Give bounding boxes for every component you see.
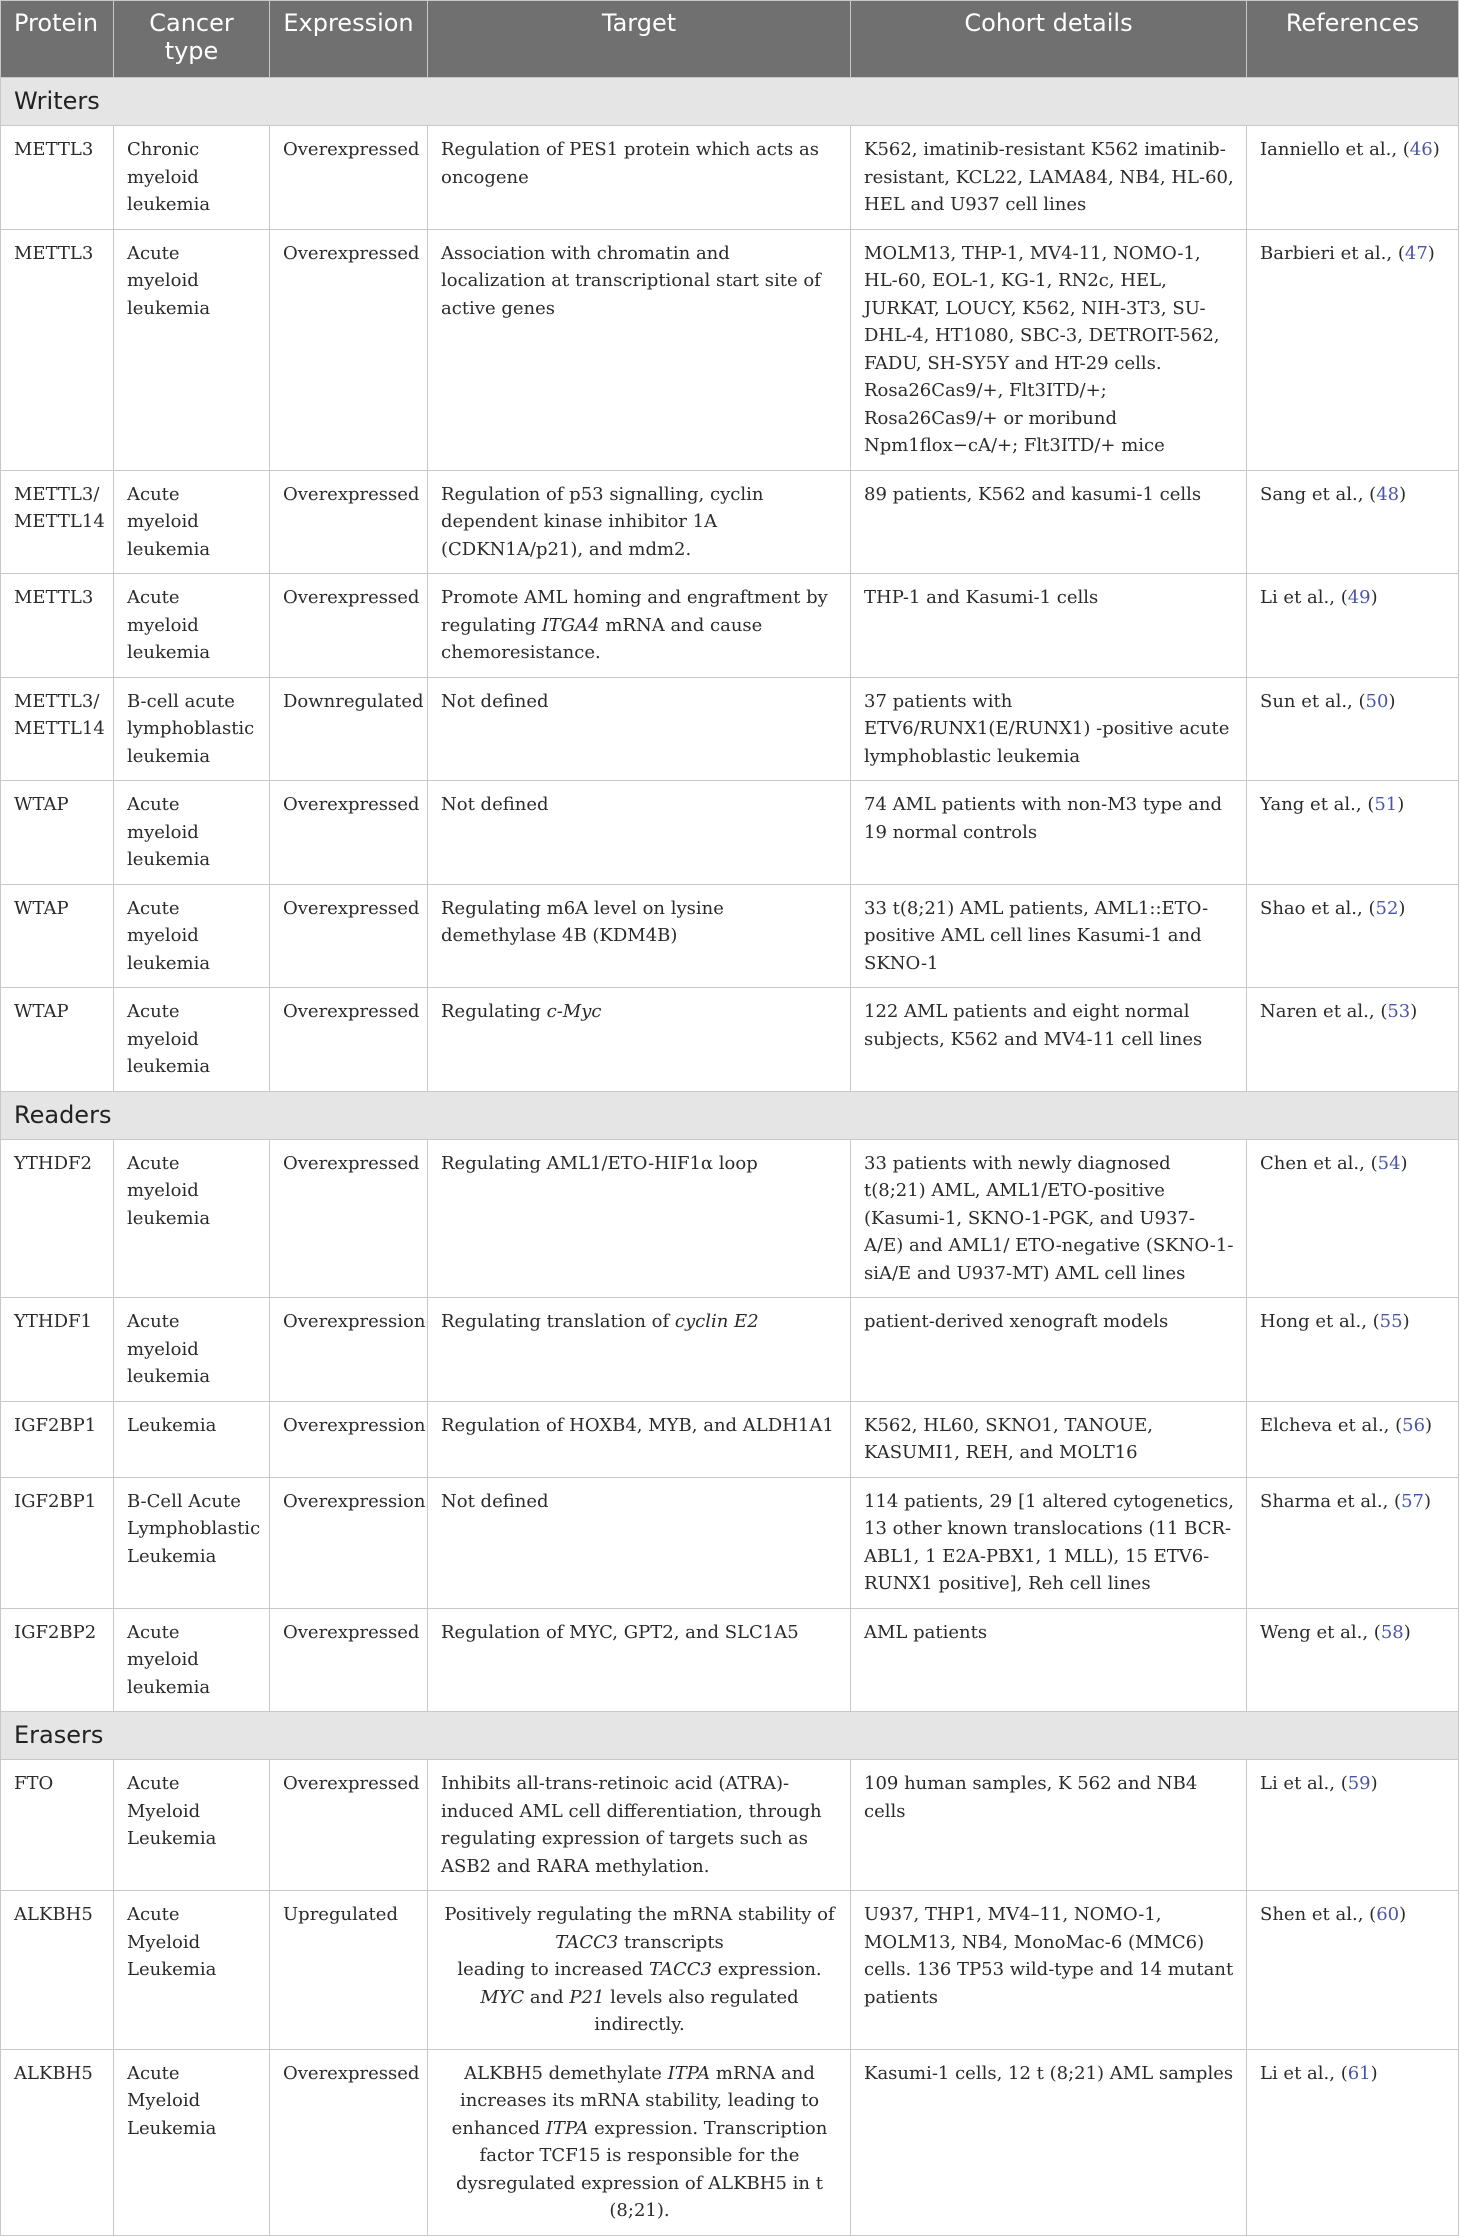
cell-target: Regulating translation of cyclin E2 [428,1298,851,1402]
cell-expression: Overexpression [270,1401,428,1477]
table-row [1,574,1459,678]
cell-target: Regulation of MYC, GPT2, and SLC1A5 [428,1608,851,1712]
cell-reference: Chen et al., (54) [1247,1139,1459,1298]
cell-cohort: 74 AML patients with non-M3 type and 19 normal controls [851,781,1247,885]
section-title: Writers [1,78,1459,126]
section-title: Erasers [1,1712,1459,1760]
cell-cancer-type: Acute myeloid leukemia [114,988,270,1092]
cell-cancer-type: Acute myeloid leukemia [114,1139,270,1298]
reference-link[interactable]: 47 [1404,242,1428,264]
cell-target: Regulation of HOXB4, MYB, and ALDH1A1 [428,1401,851,1477]
cell-target: Inhibits all-trans-retinoic acid (ATRA)-induced AML cell differentiation, through regulating expression of targets such as ASB2 and RARA methylation. [428,1760,851,1891]
cell-target: Promote AML homing and engraftment by regulating ITGA4 mRNA and cause chemoresistance. [428,574,851,678]
table-row [1,1477,1459,1608]
header-row [1,1,1459,78]
header-protein: Protein [1,1,114,78]
cell-target: Not defined [428,781,851,885]
cell-expression: Overexpression [270,1298,428,1402]
reference-link[interactable]: 61 [1347,2062,1371,2084]
cell-reference: Yang et al., (51) [1247,781,1459,885]
cell-protein: IGF2BP2 [1,1608,114,1712]
cell-target: Regulating c-Myc [428,988,851,1092]
cell-reference: Li et al., (59) [1247,1760,1459,1891]
reference-link[interactable]: 51 [1374,794,1398,815]
table-row [1,781,1459,885]
cell-protein: METTL3 [1,574,114,678]
cell-target: ALKBH5 demethylate ITPA mRNA and increases its mRNA stability, leading to enhanced ITPA expression. Transcription factor TCF15 is responsible for the dysregulated expression of ALKBH5 in t (8;21). [428,2049,851,2235]
cell-cohort: MOLM13, THP-1, MV4-11, NOMO-1, HL-60, EOL-1, KG-1, RN2c, HEL, JURKAT, LOUCY, K562, NIH-3T3, SU-DHL-4, HT1080, SBC-3, DETROIT-562, FADU, SH-SY5Y and HT-29 cells. Rosa26Cas9/+, Flt3ITD/+; Rosa26Cas9/+ or moribund Npm1flox−cA/+; Flt3ITD/+ mice [851,229,1247,470]
table-row [1,988,1459,1092]
cell-target: Positively regulating the mRNA stability of TACC3 transcripts leading to increased TACC3 expression. MYC and P21 levels also regulated indirectly. [428,1891,851,2050]
cell-cancer-type: Acute myeloid leukemia [114,884,270,988]
cell-expression: Overexpressed [270,884,428,988]
table-row [1,470,1459,574]
cell-target: Regulating AML1/ETO-HIF1α loop [428,1139,851,1298]
cell-cohort: U937, THP1, MV4–11, NOMO-1, MOLM13, NB4, MonoMac-6 (MMC6) cells. 136 TP53 wild-type and 14 mutant patients [851,1891,1247,2050]
cell-protein: YTHDF1 [1,1298,114,1402]
cell-protein: FTO [1,1760,114,1891]
reference-link[interactable]: 59 [1347,1773,1371,1794]
table-header [1,1,1459,78]
reference-link[interactable]: 60 [1376,1904,1400,1925]
cell-reference: Shao et al., (52) [1247,884,1459,988]
cell-cohort: 89 patients, K562 and kasumi-1 cells [851,470,1247,574]
cell-cohort: THP-1 and Kasumi-1 cells [851,574,1247,678]
header-references: References [1247,1,1459,78]
cell-target: Regulating m6A level on lysine demethylase 4B (KDM4B) [428,884,851,988]
cell-cancer-type: Acute myeloid leukemia [114,1608,270,1712]
cell-cohort: 114 patients, 29 [1 altered cytogenetics, 13 other known translocations (11 BCR-ABL1, 1 E2A-PBX1, 1 MLL), 15 ETV6-RUNX1 positive], Reh cell lines [851,1477,1247,1608]
cell-target: Not defined [428,677,851,781]
cell-expression: Overexpressed [270,2049,428,2235]
reference-link[interactable]: 50 [1365,690,1389,712]
cell-reference: Sharma et al., (57) [1247,1477,1459,1608]
reference-link[interactable]: 54 [1377,1152,1401,1174]
cell-cancer-type: Acute myeloid leukemia [114,1298,270,1402]
header-target: Target [428,1,851,78]
table-row [1,884,1459,988]
reference-link[interactable]: 55 [1379,1311,1403,1332]
cell-target: Not defined [428,1477,851,1608]
cell-expression: Overexpressed [270,229,428,470]
table-row [1,677,1459,781]
section-title: Readers [1,1091,1459,1139]
reference-link[interactable]: 58 [1380,1621,1404,1643]
cell-expression: Overexpressed [270,1760,428,1891]
cell-reference: Sang et al., (48) [1247,470,1459,574]
cell-protein: ALKBH5 [1,2049,114,2235]
cell-protein: METTL3/ METTL14 [1,677,114,781]
cell-cancer-type: B-Cell Acute Lymphoblastic Leukemia [114,1477,270,1608]
cell-expression: Overexpressed [270,470,428,574]
cell-reference: Sun et al., (50) [1247,677,1459,781]
table-row [1,1760,1459,1891]
cell-cancer-type: Acute myeloid leukemia [114,574,270,678]
reference-link[interactable]: 49 [1347,587,1371,608]
cell-protein: IGF2BP1 [1,1477,114,1608]
cell-cohort: 37 patients with ETV6/RUNX1(E/RUNX1) -positive acute lymphoblastic leukemia [851,677,1247,781]
cell-expression: Upregulated [270,1891,428,2050]
cell-reference: Hong et al., (55) [1247,1298,1459,1402]
header-cohort-details: Cohort details [851,1,1247,78]
cell-cohort: Kasumi-1 cells, 12 t (8;21) AML samples [851,2049,1247,2235]
reference-link[interactable]: 52 [1375,897,1399,919]
table-row [1,1139,1459,1298]
table-row [1,1891,1459,2050]
cell-reference: Elcheva et al., (56) [1247,1401,1459,1477]
cell-cohort: 33 patients with newly diagnosed t(8;21) AML, AML1/ETO-positive (Kasumi-1, SKNO-1-PGK, and U937-A/E) and AML1/ ETO-negative (SKNO-1-siA/E and U937-MT) AML cell lines [851,1139,1247,1298]
cell-protein: WTAP [1,884,114,988]
cell-cancer-type: Chronic myeloid leukemia [114,126,270,230]
reference-link[interactable]: 48 [1376,483,1400,505]
cell-protein: IGF2BP1 [1,1401,114,1477]
cell-target: Regulation of p53 signalling, cyclin dependent kinase inhibitor 1A (CDKN1A/p21), and mdm2. [428,470,851,574]
cell-cancer-type: Acute Myeloid Leukemia [114,2049,270,2235]
reference-link[interactable]: 53 [1387,1001,1411,1022]
section-row-erasers [1,1712,1459,1760]
table-row [1,229,1459,470]
cell-cohort: K562, imatinib-resistant K562 imatinib-resistant, KCL22, LAMA84, NB4, HL-60, HEL and U937 cell lines [851,126,1247,230]
cell-expression: Overexpressed [270,781,428,885]
cell-protein: WTAP [1,988,114,1092]
cell-cancer-type: Acute myeloid leukemia [114,781,270,885]
header-expression: Expression [270,1,428,78]
cell-cohort: 122 AML patients and eight normal subjects, K562 and MV4-11 cell lines [851,988,1247,1092]
table-row [1,2049,1459,2235]
cell-cancer-type: Leukemia [114,1401,270,1477]
cell-reference: Weng et al., (58) [1247,1608,1459,1712]
cell-cohort: K562, HL60, SKNO1, TANOUE, KASUMI1, REH, and MOLT16 [851,1401,1247,1477]
cell-expression: Overexpressed [270,126,428,230]
cell-cohort: 33 t(8;21) AML patients, AML1::ETO-positive AML cell lines Kasumi-1 and SKNO-1 [851,884,1247,988]
cell-reference: Naren et al., (53) [1247,988,1459,1092]
cell-cohort: 109 human samples, K 562 and NB4 cells [851,1760,1247,1891]
cell-reference: Li et al., (49) [1247,574,1459,678]
cell-expression: Overexpression [270,1477,428,1608]
cell-reference: Barbieri et al., (47) [1247,229,1459,470]
table-row [1,1608,1459,1712]
cell-cancer-type: Acute Myeloid Leukemia [114,1891,270,2050]
cell-cancer-type: Acute myeloid leukemia [114,229,270,470]
cell-expression: Overexpressed [270,988,428,1092]
table-body [1,78,1459,2236]
cell-target: Regulation of PES1 protein which acts as oncogene [428,126,851,230]
cell-protein: METTL3/ METTL14 [1,470,114,574]
cell-cohort: patient-derived xenograft models [851,1298,1247,1402]
cell-protein: YTHDF2 [1,1139,114,1298]
cell-expression: Downregulated [270,677,428,781]
table-row [1,1401,1459,1477]
section-row-writers [1,78,1459,126]
header-cancer-type: Cancer type [114,1,270,78]
section-row-readers [1,1091,1459,1139]
cell-reference: Li et al., (61) [1247,2049,1459,2235]
cell-expression: Overexpressed [270,1608,428,1712]
cell-cancer-type: B-cell acute lymphoblastic leukemia [114,677,270,781]
cell-cancer-type: Acute Myeloid Leukemia [114,1760,270,1891]
table-row [1,1298,1459,1402]
cell-protein: ALKBH5 [1,1891,114,2050]
cell-cohort: AML patients [851,1608,1247,1712]
cell-cancer-type: Acute myeloid leukemia [114,470,270,574]
reference-link[interactable]: 46 [1409,139,1433,160]
cell-protein: METTL3 [1,229,114,470]
table-row [1,126,1459,230]
cell-reference: Shen et al., (60) [1247,1891,1459,2050]
cell-expression: Overexpressed [270,1139,428,1298]
cell-target: Association with chromatin and localization at transcriptional start site of active genes [428,229,851,470]
cell-reference: Ianniello et al., (46) [1247,126,1459,230]
reference-link[interactable]: 57 [1401,1490,1424,1512]
cell-protein: METTL3 [1,126,114,230]
reference-link[interactable]: 56 [1402,1414,1426,1436]
cell-expression: Overexpressed [270,574,428,678]
cell-protein: WTAP [1,781,114,885]
